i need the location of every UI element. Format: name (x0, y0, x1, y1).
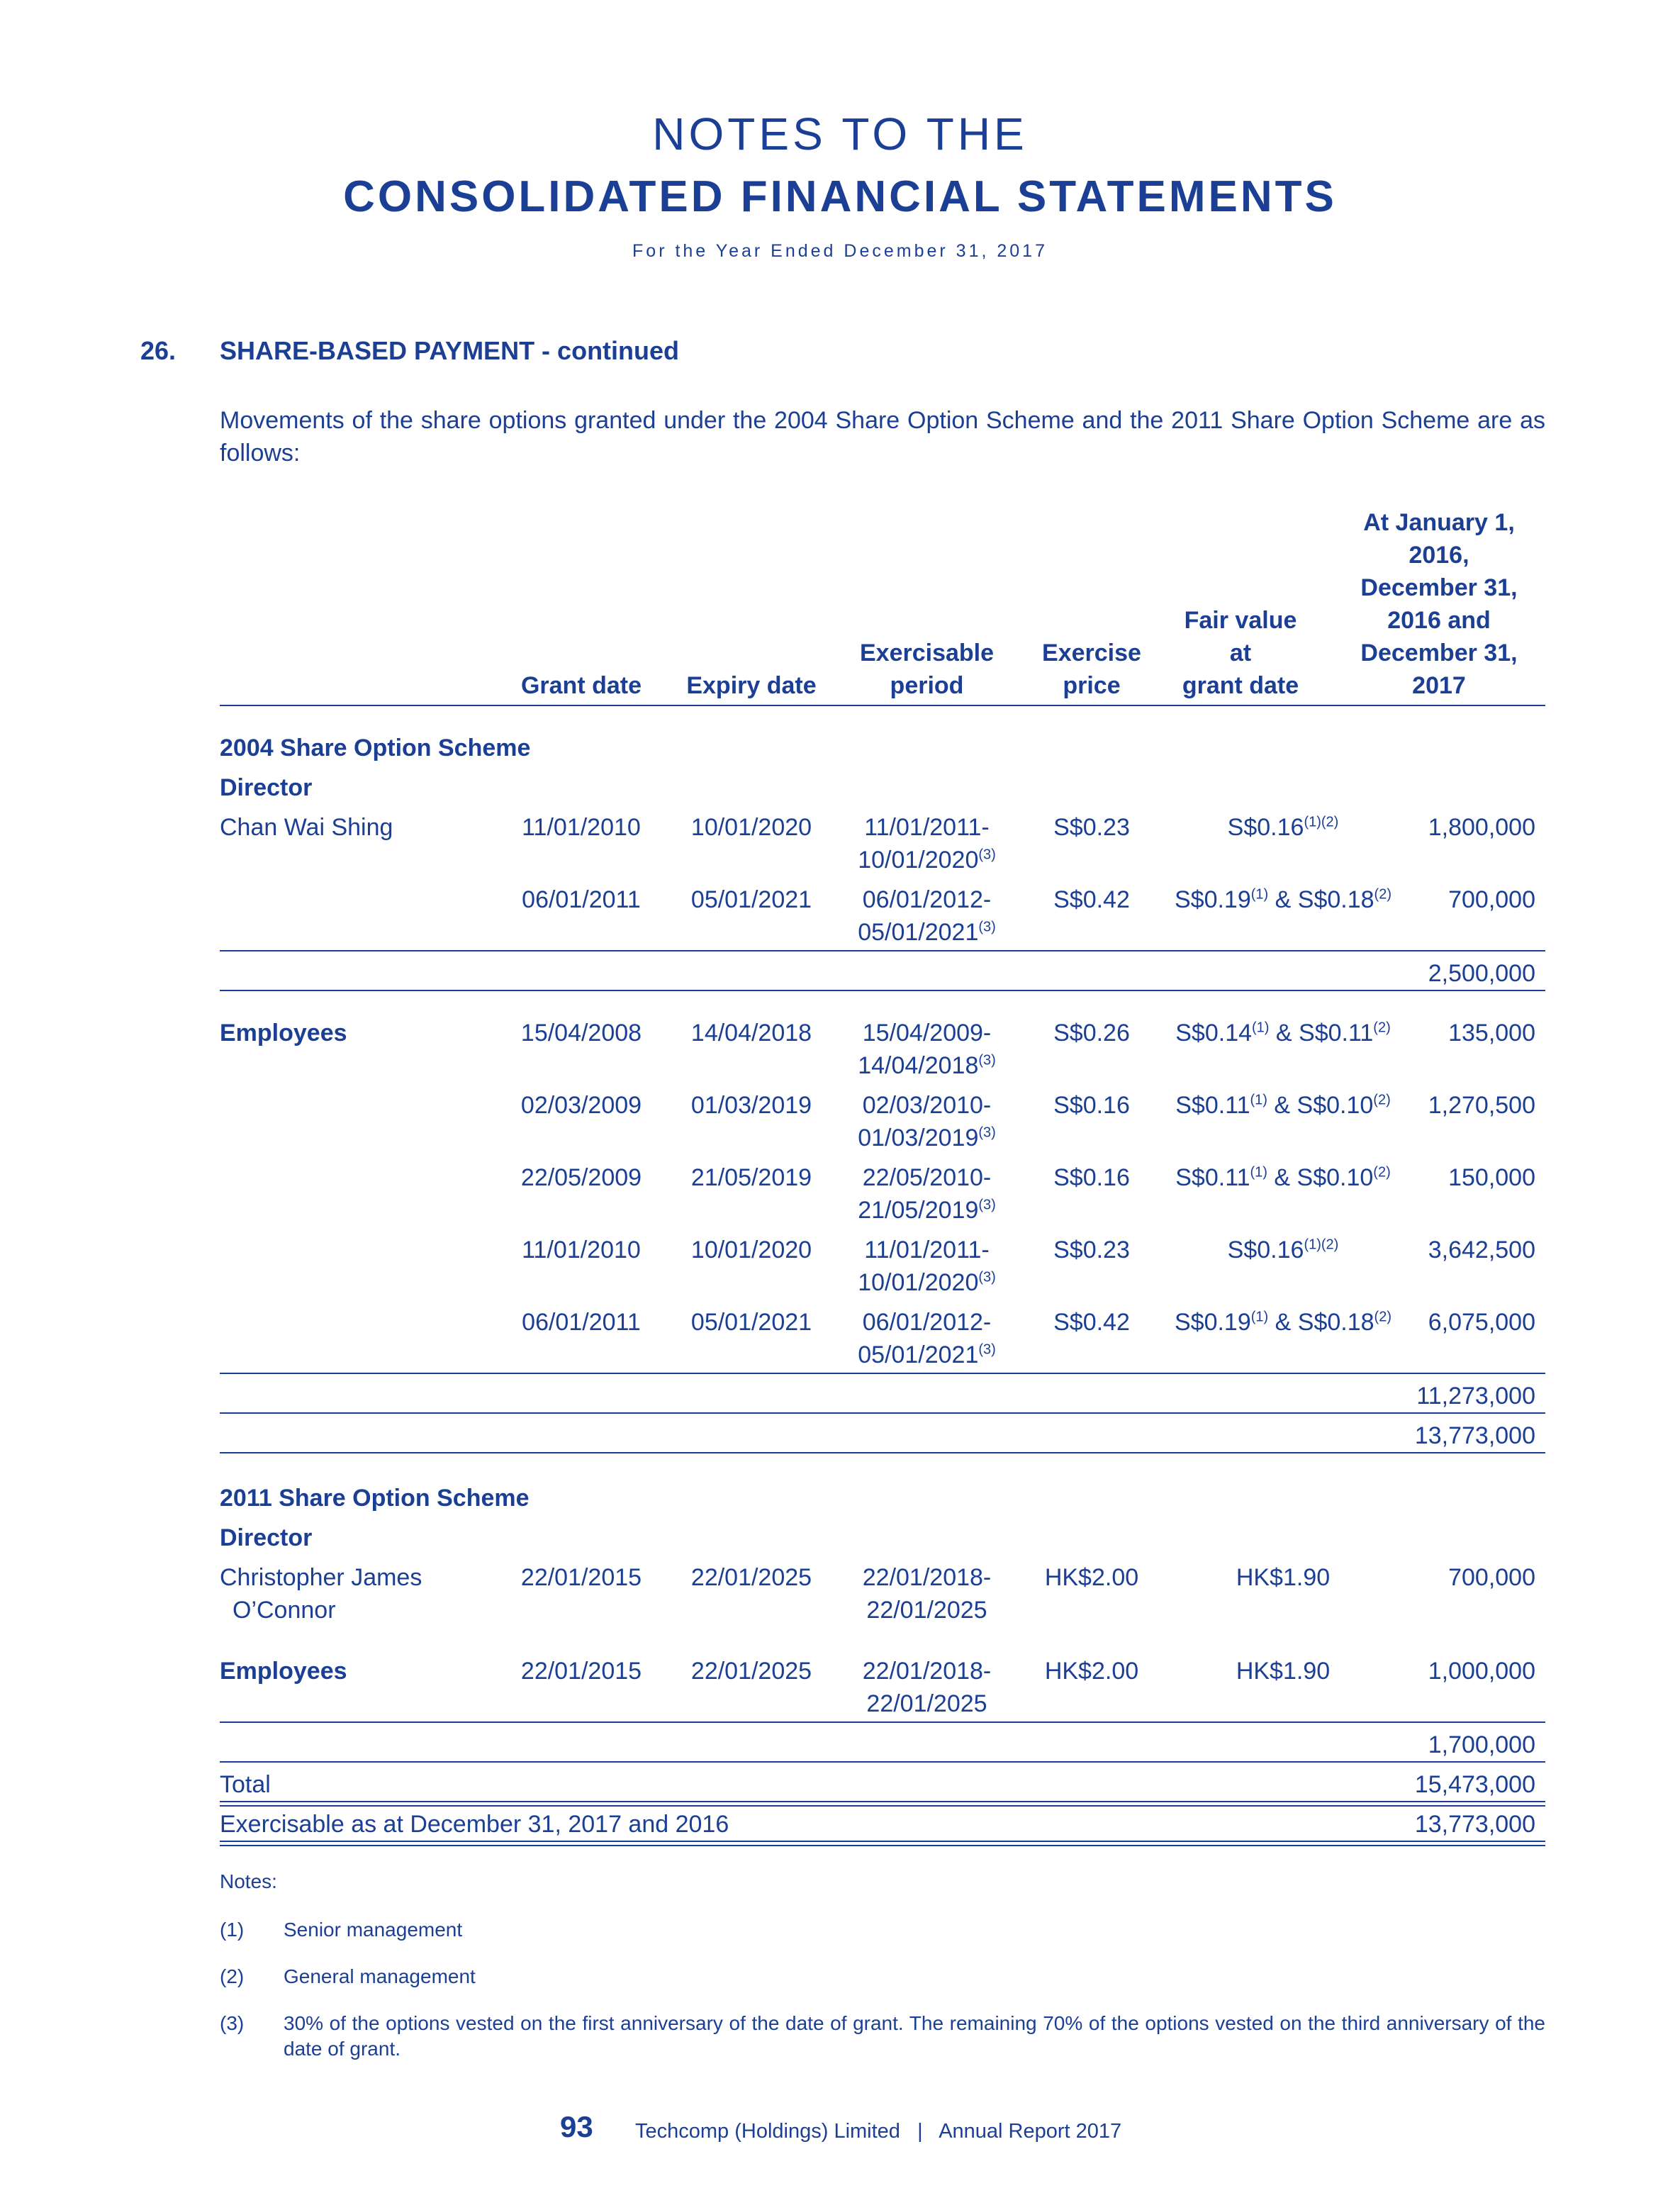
option-amount: 700,000 (1448, 886, 1535, 913)
footer-text: Techcomp (Holdings) Limited | Annual Report 2017 (635, 2120, 1122, 2143)
exercise-price: S$0.42 (1053, 1309, 1130, 1336)
note-text: Senior management (284, 1919, 463, 1941)
expiry-date: 10/01/2020 (690, 1237, 812, 1263)
scheme-title: 2011 Share Option Scheme (220, 1485, 530, 1512)
exercise-price: S$0.26 (1053, 1020, 1130, 1046)
table-rule (220, 950, 1545, 951)
subtotal-amount: 1,700,000 (1428, 1731, 1535, 1758)
column-header: Grant date (520, 672, 642, 699)
exercisable-period: 11/01/2011- 10/01/2020$^{(3)}$ (858, 1237, 996, 1296)
expiry-date: 21/05/2019 (690, 1164, 812, 1191)
footnote-marker: (2) (1373, 1164, 1391, 1180)
column-header: Fair value at grant date (1182, 607, 1299, 699)
column-header: Exercise price (1042, 640, 1141, 699)
exercise-price: S$0.23 (1053, 1237, 1130, 1263)
fair-value: $S\$0.16^{(1)(2)}$ (1227, 814, 1339, 841)
note-number: (2) (220, 1965, 245, 1987)
table-rule (220, 1805, 1545, 1807)
exercise-price: HK$2.00 (1044, 1658, 1139, 1685)
expiry-date: 05/01/2021 (690, 886, 812, 913)
category-label: Director (220, 774, 313, 801)
footnote-marker: (1) (1252, 1020, 1270, 1036)
holder-name: Chan Wai Shing (220, 814, 393, 841)
option-amount: 1,270,500 (1428, 1092, 1535, 1119)
note-text: 30% of the options vested on the first anniversary of the date of grant. The remaining 70% of the options vested on the third anniversary of the date of grant. (284, 2012, 1545, 2060)
subtotal-amount: 2,500,000 (1428, 960, 1535, 987)
total-label: Total (220, 1771, 271, 1798)
category-label: Director (220, 1524, 313, 1551)
expiry-date: 10/01/2020 (690, 814, 812, 841)
option-amount: 150,000 (1448, 1164, 1535, 1191)
exercisable-period: 11/01/2011- 10/01/2020$^{(3)}$ (858, 814, 996, 873)
section-intro: Movements of the share options granted under the 2004 Share Option Scheme and the 2011 Share Option Scheme are as follows: (220, 407, 1545, 467)
page-number: 93 (560, 2110, 593, 2143)
column-header: At January 1, 2016, December 31, 2016 and December 31, 2017 (1360, 509, 1518, 699)
table-rule (220, 1412, 1545, 1414)
column-header: Expiry date (686, 672, 817, 699)
scheme-title: 2004 Share Option Scheme (220, 735, 531, 761)
header-title-line1: NOTES TO THE (652, 108, 1028, 160)
exercisable-label: Exercisable as at December 31, 2017 and 2016 (220, 1811, 729, 1838)
section-title: SHARE-BASED PAYMENT - continued (220, 336, 680, 365)
grant-date: 22/05/2009 (520, 1164, 642, 1191)
exercise-price: S$0.42 (1053, 886, 1130, 913)
category-label: Employees (220, 1658, 347, 1685)
table-rule (220, 1801, 1545, 1802)
expiry-date: 05/01/2021 (690, 1309, 812, 1336)
fair-value: S$0.11$^{(1)}$ & S$0.10$^{(2)}$ (1175, 1092, 1391, 1119)
column-header: Exercisable period (859, 640, 995, 699)
table-rule (220, 990, 1545, 991)
footnote-marker: (3) (978, 1052, 996, 1068)
exercisable-period: 15/04/2009- 14/04/2018$^{(3)}$ (858, 1020, 996, 1079)
footnote-marker: (2) (1373, 1092, 1391, 1108)
exercisable-period: 22/01/2018- 22/01/2025 (862, 1564, 992, 1624)
exercise-price: S$0.16 (1053, 1164, 1130, 1191)
option-amount: 1,000,000 (1428, 1658, 1535, 1685)
table-rule (220, 1841, 1545, 1842)
holder-name: Christopher James O’Connor (220, 1564, 422, 1624)
footnote-marker: (2) (1374, 886, 1391, 903)
grant-date: 11/01/2010 (522, 1237, 641, 1263)
table-rule (220, 1373, 1545, 1374)
grant-date: 11/01/2010 (522, 814, 641, 841)
section-number: 26. (140, 336, 177, 365)
option-amount: 700,000 (1448, 1564, 1535, 1591)
table-rule (220, 1721, 1545, 1723)
subtotal-amount: 11,273,000 (1416, 1383, 1535, 1410)
share-options-table (220, 509, 1545, 1838)
expiry-date: 14/04/2018 (690, 1020, 812, 1046)
grant-date: 15/04/2008 (520, 1020, 642, 1046)
footnote-marker: (3) (978, 1269, 996, 1285)
note-text: General management (284, 1965, 476, 1987)
footnote-marker: (1) (1250, 886, 1269, 903)
expiry-date: 22/01/2025 (690, 1564, 812, 1591)
scheme-total-amount: 13,773,000 (1414, 1422, 1535, 1449)
exercisable-period: 06/01/2012- 05/01/2021$^{(3)}$ (858, 1309, 996, 1368)
total-amount: 15,473,000 (1414, 1771, 1535, 1798)
footnote-marker: (2) (1373, 1020, 1391, 1036)
option-amount: 135,000 (1448, 1020, 1535, 1046)
note-number: (3) (220, 2012, 245, 2034)
fair-value: $S\$0.16^{(1)(2)}$ (1227, 1237, 1339, 1263)
expiry-date: 22/01/2025 (690, 1658, 812, 1685)
header-title-line2: CONSOLIDATED FINANCIAL STATEMENTS (343, 172, 1337, 221)
exercise-price: S$0.23 (1053, 814, 1130, 841)
exercise-price: HK$2.00 (1044, 1564, 1139, 1591)
fair-value: HK$1.90 (1236, 1658, 1331, 1685)
exercise-price: S$0.16 (1053, 1092, 1130, 1119)
header-subtitle: For the Year Ended December 31, 2017 (632, 241, 1048, 261)
option-amount: 6,075,000 (1428, 1309, 1535, 1336)
fair-value: S$0.19$^{(1)}$ & S$0.18$^{(2)}$ (1174, 886, 1391, 913)
grant-date: 06/01/2011 (522, 886, 641, 913)
footnote-marker: (3) (978, 1197, 996, 1213)
fair-value: S$0.19$^{(1)}$ & S$0.18$^{(2)}$ (1174, 1309, 1391, 1336)
grant-date: 06/01/2011 (522, 1309, 641, 1336)
fair-value: S$0.11$^{(1)}$ & S$0.10$^{(2)}$ (1175, 1164, 1391, 1191)
table-rule (220, 1452, 1545, 1453)
grant-date: 22/01/2015 (520, 1658, 642, 1685)
footnote-marker: (1)(2) (1304, 1237, 1339, 1253)
footnote-marker: (1) (1250, 1092, 1267, 1108)
option-amount: 1,800,000 (1428, 814, 1535, 841)
table-rule (220, 1845, 1545, 1846)
footnote-marker: (3) (978, 847, 996, 863)
table-rule (220, 1761, 1545, 1763)
exercisable-period: 22/05/2010- 21/05/2019$^{(3)}$ (858, 1164, 996, 1224)
fair-value: S$0.14$^{(1)}$ & S$0.11$^{(2)}$ (1175, 1020, 1391, 1046)
fair-value: HK$1.90 (1236, 1564, 1331, 1591)
footnote-marker: (2) (1374, 1309, 1391, 1325)
footnote-marker: (1)(2) (1304, 814, 1339, 830)
grant-date: 02/03/2009 (520, 1092, 642, 1119)
category-label: Employees (220, 1020, 347, 1046)
footnote-marker: (3) (978, 1124, 996, 1141)
footnote-marker: (3) (978, 1341, 996, 1358)
footnote-marker: (1) (1250, 1164, 1267, 1180)
note-number: (1) (220, 1919, 245, 1941)
exercisable-period: 06/01/2012- 05/01/2021$^{(3)}$ (858, 886, 996, 946)
exercisable-amount: 13,773,000 (1414, 1811, 1535, 1838)
exercisable-period: 02/03/2010- 01/03/2019$^{(3)}$ (858, 1092, 996, 1151)
exercisable-period: 22/01/2018- 22/01/2025 (862, 1658, 992, 1717)
footnote-marker: (3) (978, 919, 996, 935)
table-rule (220, 705, 1545, 706)
expiry-date: 01/03/2019 (690, 1092, 812, 1119)
option-amount: 3,642,500 (1428, 1237, 1535, 1263)
footnote-marker: (1) (1250, 1309, 1269, 1325)
notes-heading: Notes: (220, 1870, 277, 1892)
grant-date: 22/01/2015 (520, 1564, 642, 1591)
